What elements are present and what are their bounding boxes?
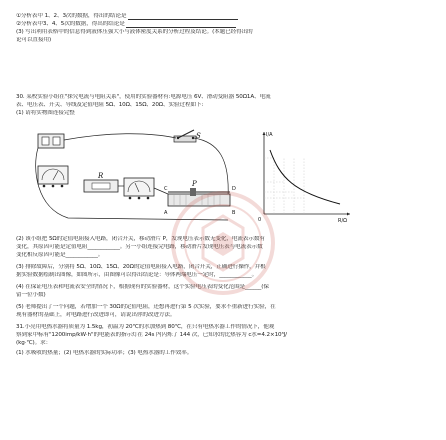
switch-label: S — [196, 132, 201, 140]
q-line-2: ②分析表中3、4、5次的数据，得出的结论是 — [16, 21, 438, 28]
terminal-c-label: C — [164, 186, 168, 192]
q30-2-line-3: 变化相反原因可能是____________。 — [16, 252, 104, 258]
q30-5-line-1: (5) 老师提出了一个问题，若增加一个 30Ω的定值电阻，还想再进行第 5 次实验，要求不重新进行实验，在 — [16, 304, 276, 310]
q30-3-line-2: 据实验数据绘制出图像，如图所示，由图像可以得出结论是：导体两端电压一定时，____________。 — [16, 272, 258, 278]
resistor — [84, 180, 118, 192]
q-line-3: (3) 写出利用表格中的信息得到液体压强大小与液体密度关系的分析过程及结论。(本题已经得出的 — [16, 29, 253, 35]
switch — [174, 130, 196, 142]
terminal-a-label: A — [164, 210, 168, 216]
q30-line-1: 30. 某校实验小组在"探究电流与电阻关系"，使用的实验器材有:电源电压 6V、滑动变阻器 50Ω1A、电流 — [16, 94, 271, 100]
q31-line-4: (1) 水吸收的热量；(2) 电热水器的实际功率；(3) 电热水器的工作效率。 — [16, 350, 193, 356]
q30-2-line-2: 变化，其原因可能是定值电阻____________。另一小组连接完电路，移动滑片发现电压表与电流表示数 — [16, 244, 263, 250]
voltmeter — [38, 166, 68, 187]
q30-3-line-1: (3) 排除故障后，分别将 5Ω、10Ω、15Ω、20Ω的定值电阻接入电路，闭合开关，正确进行操作，并根 — [16, 264, 266, 270]
graph-origin: 0 — [258, 217, 262, 223]
terminal-b-label: B — [232, 210, 236, 216]
ammeter — [124, 178, 154, 199]
resistor-label: R — [98, 172, 104, 180]
q30-5-line-2: 现有器材的基础上，对电路进行改进即可，请说出你的改进方法。 — [16, 312, 176, 318]
slider-label: P — [192, 180, 197, 188]
graph-x-label: R/Ω — [338, 218, 347, 224]
q30-2-line-1: (2) 该小组把 5Ω的定值电阻接入电路，闭合开关，移动滑片 P，发现电压表示数无变化，电流表示数有 — [16, 236, 265, 242]
q31-line-1: 31.小亮用电热水器将质量为 1.5kg，初温为 20℃的水加热到 80℃，在只有电热水器工作的情况下，他观 — [16, 324, 275, 330]
q31-line-3: (kg·℃)。求： — [16, 340, 52, 346]
terminal-d-label: D — [232, 186, 236, 192]
graph-curve — [270, 150, 340, 204]
graph-y-label: I/A — [266, 132, 273, 138]
q31-line-2: 察到家中标有"1200imp/kW·h"的电能表的指示灯在 24s 内闪烁了 144 次，已知水的比热容为 c水=4.2×10³J/ — [16, 332, 287, 338]
q-line-4: 论可以直接用) — [16, 37, 52, 43]
battery — [38, 134, 64, 148]
q30-line-2: 表、电压表、开关、导线及定值电阻 5Ω、10Ω、15Ω、20Ω、实验过程如下: — [16, 102, 204, 108]
q30-4-line-1: (4) 在保证电压表和电流表安全的情况下，根据现有的实验器材，这个实验电压表的变化范围是______(保 — [16, 284, 269, 290]
watermark-seal — [168, 188, 278, 298]
q30-line-3: (1) 请将实物图连接完整 — [16, 110, 75, 116]
q-line-1: ①分析表中 1、2、3次的数据，得出的结论是 — [16, 13, 438, 20]
q30-4-line-2: 留一位小数) — [16, 292, 46, 298]
